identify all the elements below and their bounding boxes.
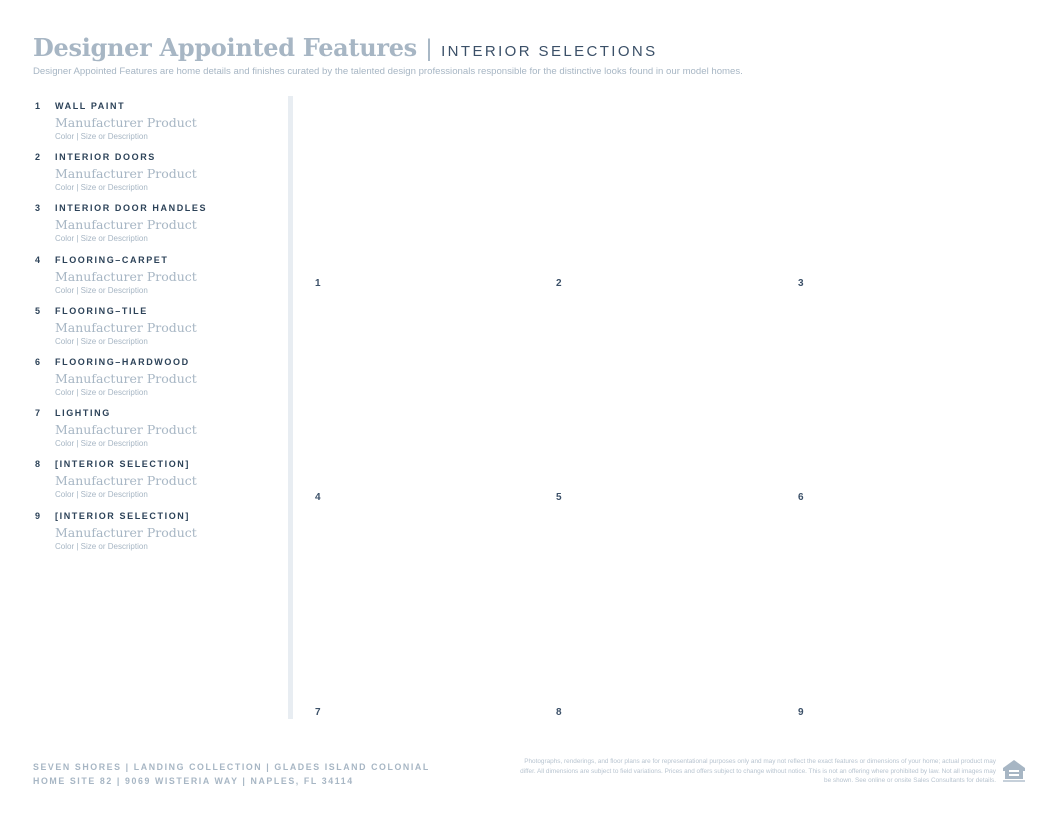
item-product: Manufacturer Product: [55, 473, 197, 489]
list-item: [35, 355, 275, 406]
list-item: [35, 304, 275, 355]
item-number: 8: [35, 459, 41, 470]
item-description: Color | Size or Description: [55, 490, 148, 500]
item-category: INTERIOR DOOR HANDLES: [55, 203, 208, 214]
section-title: INTERIOR SELECTIONS: [441, 43, 658, 60]
list-item: [35, 201, 275, 252]
item-description: Color | Size or Description: [55, 285, 148, 295]
page-title: Designer Appointed Features: [33, 33, 417, 62]
item-category: [INTERIOR SELECTION]: [55, 510, 190, 521]
item-product: Manufacturer Product: [55, 115, 197, 130]
selection-list: [35, 99, 275, 560]
item-category: FLOORING–HARDWOOD: [55, 356, 190, 367]
grid-number: 4: [315, 492, 321, 503]
item-number: 9: [35, 510, 41, 521]
item-description: Color | Size or Description: [55, 439, 148, 449]
footer-address: [33, 760, 430, 788]
item-product: Manufacturer Product: [55, 370, 197, 386]
equal-housing-opportunity-icon: [1001, 757, 1027, 783]
item-number: 2: [35, 152, 41, 163]
list-item: [35, 99, 275, 150]
list-item: [35, 150, 275, 201]
grid-number: 1: [315, 278, 321, 289]
item-product: Manufacturer Product: [55, 268, 197, 284]
item-description: Color | Size or Description: [55, 234, 148, 244]
item-number: 3: [35, 203, 41, 214]
page-header: [33, 33, 743, 77]
item-category: FLOORING–CARPET: [55, 254, 169, 265]
item-product: Manufacturer Product: [55, 319, 197, 335]
footer-disclaimer: Photographs, renderings, and floor plans are for representational purposes only and may not reflect the exact features or dimensions of your home; actual product may differ. All dimensions are subject to field variations. Prices and offers subject to change without notice. This is not an offering where prohibited by law. Not all images may be shown. See online or onsite Sales Consultants for details.: [520, 758, 996, 784]
grid-number: 2: [556, 278, 562, 289]
item-number: 6: [35, 356, 41, 367]
grid-number: 9: [798, 707, 804, 718]
item-description: Color | Size or Description: [55, 132, 148, 141]
title-row: [33, 33, 743, 63]
item-description: Color | Size or Description: [55, 336, 148, 346]
list-item: [35, 457, 275, 508]
item-category: WALL PAINT: [55, 101, 126, 111]
item-number: 1: [35, 101, 41, 111]
footer-homesite: HOME SITE 82 | 9069 WISTERIA WAY | NAPLES, FL 34114: [33, 776, 354, 786]
item-number: 5: [35, 305, 41, 316]
item-description: Color | Size or Description: [55, 387, 148, 397]
grid-number: 5: [556, 492, 562, 503]
list-item: [35, 406, 275, 457]
vertical-divider: [288, 96, 293, 719]
title-separator: |: [425, 35, 433, 62]
grid-number: 6: [798, 492, 804, 503]
grid-number: 7: [315, 707, 321, 718]
item-description: Color | Size or Description: [55, 183, 148, 193]
item-category: [INTERIOR SELECTION]: [55, 459, 190, 470]
grid-number: 3: [798, 278, 804, 289]
footer-community: SEVEN SHORES | LANDING COLLECTION | GLADES ISLAND COLONIAL: [33, 762, 430, 772]
item-category: LIGHTING: [55, 408, 111, 419]
item-product: Manufacturer Product: [55, 524, 197, 540]
page-subtitle: Designer Appointed Features are home details and finishes curated by the talented design professionals responsible for the distinctive looks found in our model homes.: [33, 66, 743, 77]
item-number: 4: [35, 254, 41, 265]
grid-number: 8: [556, 707, 562, 718]
item-product: Manufacturer Product: [55, 422, 197, 438]
item-product: Manufacturer Product: [55, 166, 197, 182]
item-category: INTERIOR DOORS: [55, 152, 156, 163]
list-item: [35, 509, 275, 560]
list-item: [35, 253, 275, 304]
item-description: Color | Size or Description: [55, 541, 148, 551]
item-product: Manufacturer Product: [55, 217, 197, 233]
item-category: FLOORING–TILE: [55, 305, 148, 316]
item-number: 7: [35, 408, 41, 419]
